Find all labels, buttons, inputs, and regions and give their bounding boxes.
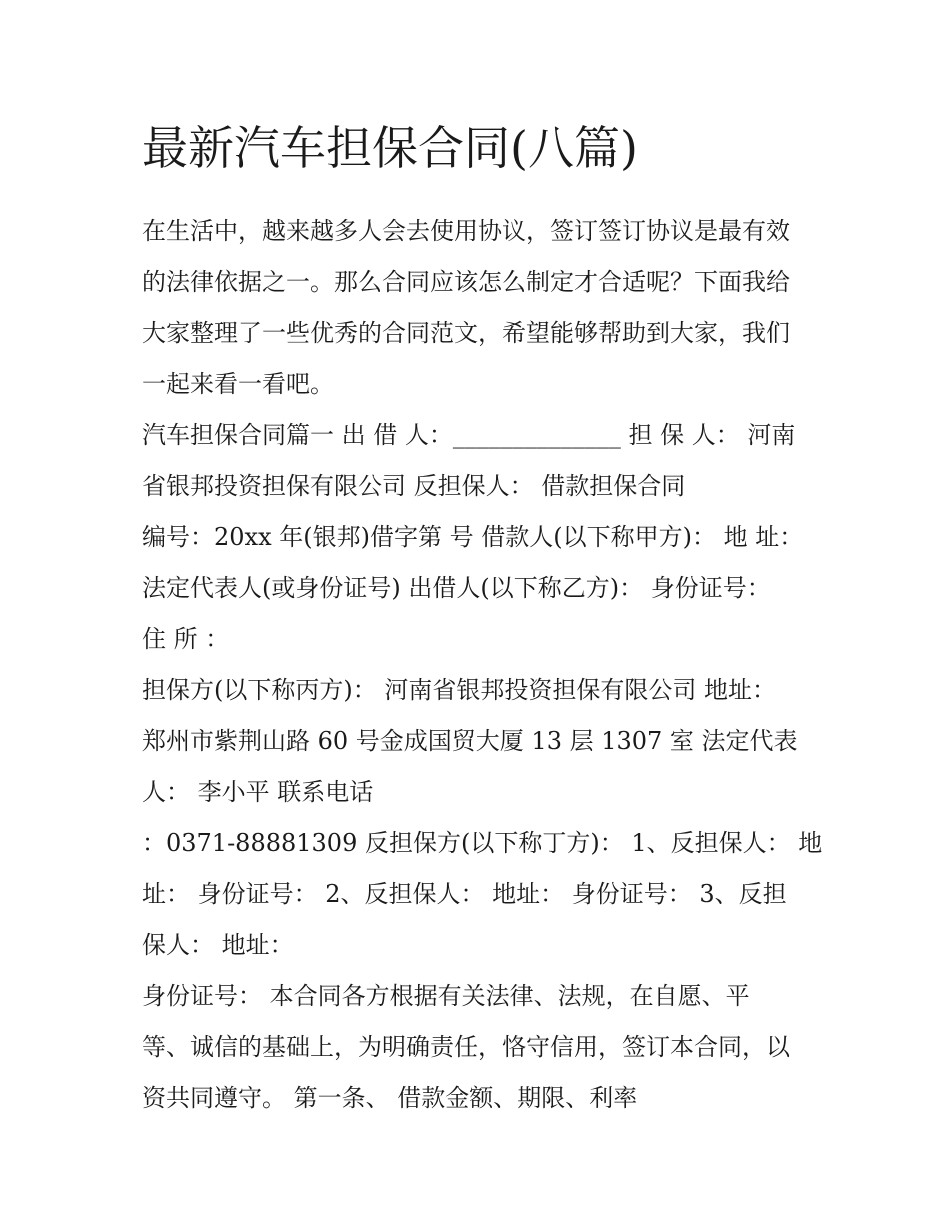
- body-line: 住 所 ：: [142, 625, 230, 653]
- document-body: [142, 206, 822, 1124]
- body-line: 身份证号： 本合同各方根据有关法律、法规，在自愿、平: [142, 982, 750, 1010]
- body-line: 保人： 地址：: [142, 931, 294, 959]
- body-line: ：0371-88881309 反担保方(以下称丁方)： 1、反担保人： 地: [142, 829, 823, 857]
- body-line: 一起来看一看吧。: [142, 370, 334, 398]
- body-line: 的法律依据之一。那么合同应该怎么制定才合适呢？下面我给: [142, 268, 790, 296]
- body-line: 人： 李小平 联系电话: [142, 778, 374, 806]
- body-line: 法定代表人(或身份证号) 出借人(以下称乙方)： 身份证号：: [142, 574, 771, 602]
- document-page: [142, 118, 822, 1124]
- body-line: 等、诚信的基础上，为明确责任，恪守信用，签订本合同，以: [142, 1033, 790, 1061]
- body-line: 大家整理了一些优秀的合同范文，希望能够帮助到大家，我们: [142, 319, 790, 347]
- body-line: 担保方(以下称丙方)： 河南省银邦投资担保有限公司 地址：: [142, 676, 776, 704]
- body-line: 省银邦投资担保有限公司 反担保人： 借款担保合同: [142, 472, 686, 500]
- body-line: 汽车担保合同篇一 出 借 人：______________ 担 保 人： 河南: [142, 421, 796, 449]
- body-line: 在生活中，越来越多人会去使用协议，签订签订协议是最有效: [142, 217, 790, 245]
- body-line: 编号：20xx 年(银邦)借字第 号 借款人(以下称甲方)： 地 址：: [142, 523, 804, 551]
- body-line: 郑州市紫荆山路 60 号金成国贸大厦 13 层 1307 室 法定代表: [142, 727, 798, 755]
- body-line: 址： 身份证号： 2、反担保人： 地址： 身份证号： 3、反担: [142, 880, 787, 908]
- document-title: 最新汽车担保合同(八篇): [142, 121, 638, 175]
- body-line: 资共同遵守。 第一条、 借款金额、期限、利率: [142, 1084, 638, 1112]
